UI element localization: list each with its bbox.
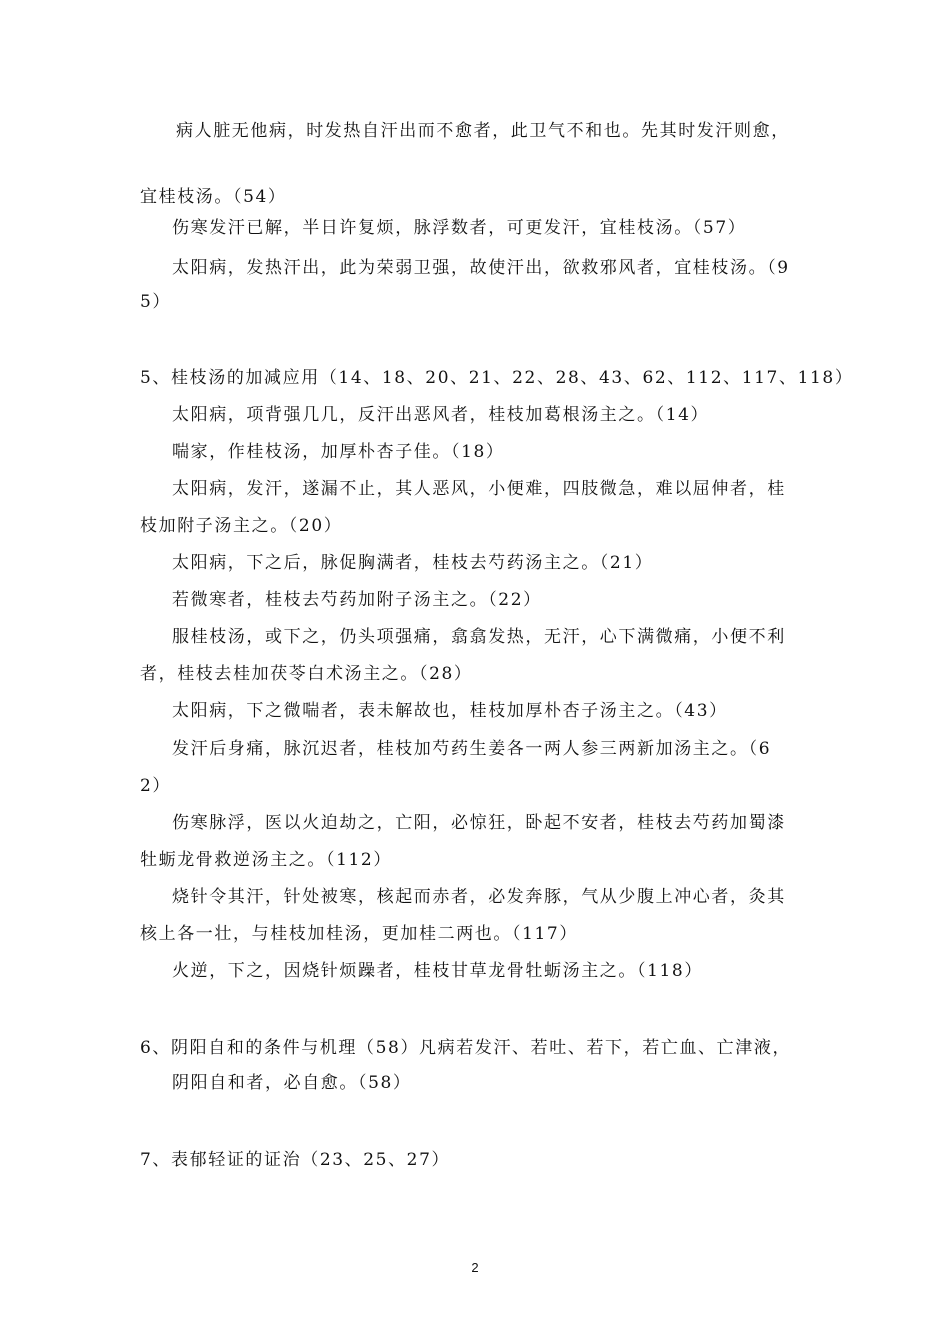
text-line: 烧针令其汗，针处被寒，核起而赤者，必发奔豚，气从少腹上冲心者，灸其 xyxy=(172,887,786,907)
text-line: 病人脏无他病，时发热自汗出而不愈者，此卫气不和也。先其时发汗则愈， xyxy=(176,121,790,141)
text-line: 宜桂枝汤。（54） xyxy=(140,187,287,207)
text-line: 太阳病，下之微喘者，表未解故也，桂枝加厚朴杏子汤主之。（43） xyxy=(172,701,728,721)
text-line: 伤寒脉浮，医以火迫劫之，亡阳，必惊狂，卧起不安者，桂枝去芍药加蜀漆 xyxy=(172,813,786,833)
text-line: 服桂枝汤，或下之，仍头项强痛，翕翕发热，无汗，心下满微痛，小便不利 xyxy=(172,627,786,647)
text-line: 枝加附子汤主之。（20） xyxy=(140,516,343,536)
text-line: 太阳病，下之后，脉促胸满者，桂枝去芍药汤主之。（21） xyxy=(172,553,654,573)
section-heading: 5、桂枝汤的加减应用（14、18、20、21、22、28、43、62、112、117、118） xyxy=(140,368,854,388)
text-line: 太阳病，发热汗出，此为荣弱卫强，故使汗出，欲救邪风者，宜桂枝汤。（9 xyxy=(172,258,790,278)
text-line: 若微寒者，桂枝去芍药加附子汤主之。（22） xyxy=(172,590,542,610)
text-line: 喘家，作桂枝汤，加厚朴杏子佳。（18） xyxy=(172,442,505,462)
text-line: 太阳病，发汗，遂漏不止，其人恶风，小便难，四肢微急，难以屈伸者，桂 xyxy=(172,479,786,499)
text-line: 伤寒发汗已解，半日许复烦，脉浮数者，可更发汗，宜桂枝汤。（57） xyxy=(172,218,747,238)
text-line: 火逆，下之，因烧针烦躁者，桂枝甘草龙骨牡蛎汤主之。（118） xyxy=(172,961,703,981)
text-line: 太阳病，项背强几几，反汗出恶风者，桂枝加葛根汤主之。（14） xyxy=(172,405,710,425)
text-line: 发汗后身痛，脉沉迟者，桂枝加芍药生姜各一两人参三两新加汤主之。（6 xyxy=(172,739,772,759)
text-line: 牡蛎龙骨救逆汤主之。（112） xyxy=(140,850,392,870)
text-line: 阴阳自和者，必自愈。（58） xyxy=(172,1073,412,1093)
text-line: 5） xyxy=(140,292,172,312)
text-line: 者，桂枝去桂加茯苓白术汤主之。（28） xyxy=(140,664,473,684)
section-heading: 6、阴阳自和的条件与机理（58）凡病若发汗、若吐、若下，若亡血、亡津液， xyxy=(140,1038,792,1058)
text-line: 2） xyxy=(140,776,172,796)
section-heading: 7、表郁轻证的证治（23、25、27） xyxy=(140,1150,451,1170)
text-line: 核上各一壮，与桂枝加桂汤，更加桂二两也。（117） xyxy=(140,924,578,944)
page-number: 2 xyxy=(471,1260,479,1275)
